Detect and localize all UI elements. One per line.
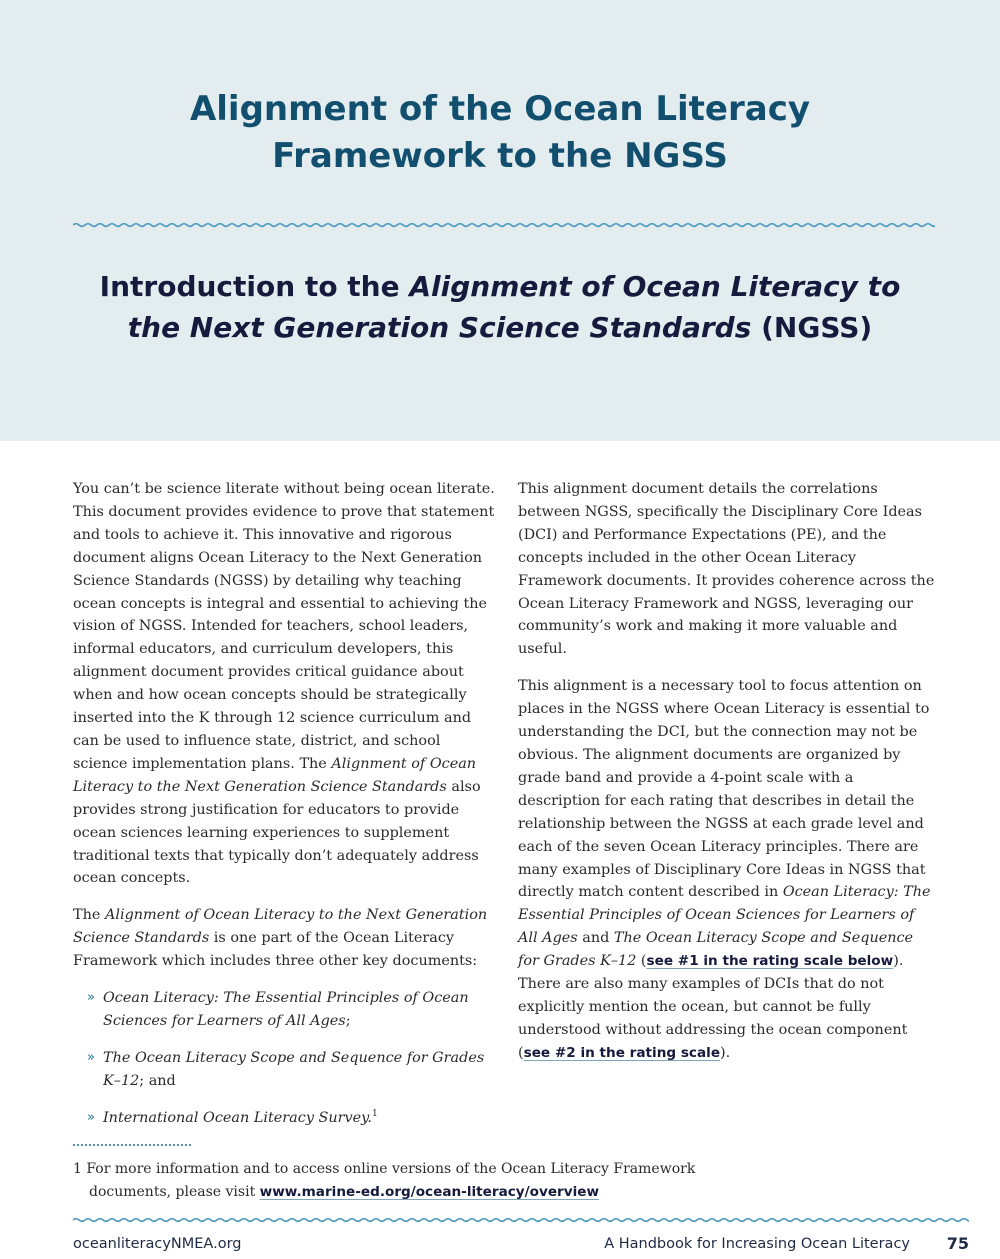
alignment-details-paragraph: This alignment document details the correlations between NGSS, specifically the Disciplinary Core Ideas (DCI) and Performance Expectations (PE), and the concepts included in the other Ocean Literacy Framework documents. It provides coherence across the Ocean Literacy Framework and NGSS, leveraging our community’s work and making it more valuable and useful. [518, 481, 935, 658]
tool-text-c: ( [636, 953, 647, 970]
wave-divider-top [73, 220, 935, 230]
footnote-line-2 [73, 1181, 773, 1204]
chevron-right-icon: » [87, 1049, 95, 1065]
subtitle-suffix: (NGSS) [751, 311, 873, 344]
wave-divider-bottom [73, 1215, 969, 1225]
tool-text-a: This alignment is a necessary tool to focus attention on places in the NGSS where Ocean Literacy is essential to understanding the DCI, but the connection may not be obvious. The alignment documents are organized by grade band and provide a 4-point scale with a description for each rating that describes in detail the relationship between the NGSS at each grade level and each of the seven Ocean Literacy principles. There are many examples of Disciplinary Core Ideas in NGSS that directly match content described in [518, 678, 930, 901]
list-item-suffix: ; and [139, 1072, 176, 1089]
subtitle-italic-part-2: the Next Generation Science Standards [127, 311, 752, 344]
page-title-line-1: Alignment of the Ocean Literacy [189, 89, 811, 129]
framework-text-a: The [73, 907, 105, 924]
alignment-tool-paragraph [518, 675, 938, 1064]
chevron-right-icon: » [87, 1109, 95, 1125]
footnote-divider [73, 1144, 191, 1146]
intro-text-b: also provides strong justification for educators to provide ocean sciences learning experiences to supplement traditional texts that typically don’t adequately address ocean concepts. [73, 778, 481, 887]
footnote-line-1: 1 For more information and to access online versions of the Ocean Literacy Framework [73, 1161, 696, 1177]
list-item-suffix: ; [345, 1012, 351, 1029]
footnote-line-2-text: documents, please visit [89, 1183, 260, 1200]
page-number: 75 [946, 1234, 969, 1253]
section-subtitle [60, 266, 940, 348]
tool-text-d: ). There are also many examples of DCIs that do not explicitly mention the ocean, but cannot be fully understood without addressing the ocean component ( [518, 953, 908, 1061]
framework-paragraph [73, 904, 495, 973]
list-item-title: Ocean Literacy: The Essential Principles of Ocean Sciences for Learners of All Ages [103, 990, 469, 1029]
framework-text-italic: Alignment of Ocean Literacy to the Next Generation Science Standards [73, 907, 488, 947]
header-band [0, 0, 1000, 441]
list-item [73, 1047, 495, 1093]
tool-text-e: ). [720, 1044, 731, 1061]
subtitle-italic-part-1: Alignment of Ocean Literacy to [409, 270, 901, 303]
list-item [73, 1107, 495, 1130]
footnote-ref: 1 [371, 1108, 378, 1119]
list-item-title: International Ocean Literacy Survey. [103, 1109, 372, 1126]
list-item-title: The Ocean Literacy Scope and Sequence for Grades K–12 [103, 1049, 485, 1089]
footer-site: oceanliteracyNMEA.org [73, 1236, 242, 1252]
rating-scale-link-1[interactable]: see #1 in the rating scale below [646, 953, 894, 970]
right-column [518, 478, 938, 1079]
left-column [73, 478, 495, 1144]
list-item [73, 987, 495, 1033]
intro-text-italic: Alignment of Ocean Literacy to the Next Generation Science Standards [73, 755, 477, 795]
page-title [0, 86, 1000, 180]
tool-text-italic-1: Ocean Literacy: The Essential Principles of Ocean Sciences for Learners of All Ages [518, 884, 931, 947]
footer-book-title: A Handbook for Increasing Ocean Literacy [604, 1236, 910, 1252]
documents-list [73, 987, 495, 1130]
intro-text-a: You can’t be science literate without being ocean literate. This document provides evidence to prove that statement and tools to achieve it. This innovative and rigorous document aligns Ocean Literacy to the Next Generation Science Standards (NGSS) by detailing why teaching ocean concepts is integral and essential to achieving the vision of NGSS. Intended for teachers, school leaders, informal educators, and curriculum developers, this alignment document provides critical guidance about when and how ocean concepts should be strategically inserted into the K through 12 science curriculum and can be used to influence state, district, and school science implementation plans. The [73, 481, 495, 772]
intro-paragraph [73, 478, 495, 890]
overview-url-link[interactable]: www.marine-ed.org/ocean-literacy/overview [259, 1183, 600, 1200]
subtitle-prefix: Introduction to the [99, 270, 410, 303]
tool-text-italic-2: The Ocean Literacy Scope and Sequence for Grades K–12 [518, 930, 914, 970]
tool-text-b: and [577, 930, 614, 947]
framework-text-b: is one part of the Ocean Literacy Framework which includes three other key documents: [73, 930, 478, 970]
rating-scale-link-2[interactable]: see #2 in the rating scale [523, 1044, 721, 1061]
chevron-right-icon: » [87, 990, 95, 1006]
page-title-line-2: Framework to the NGSS [272, 136, 728, 176]
footnote [73, 1158, 773, 1203]
